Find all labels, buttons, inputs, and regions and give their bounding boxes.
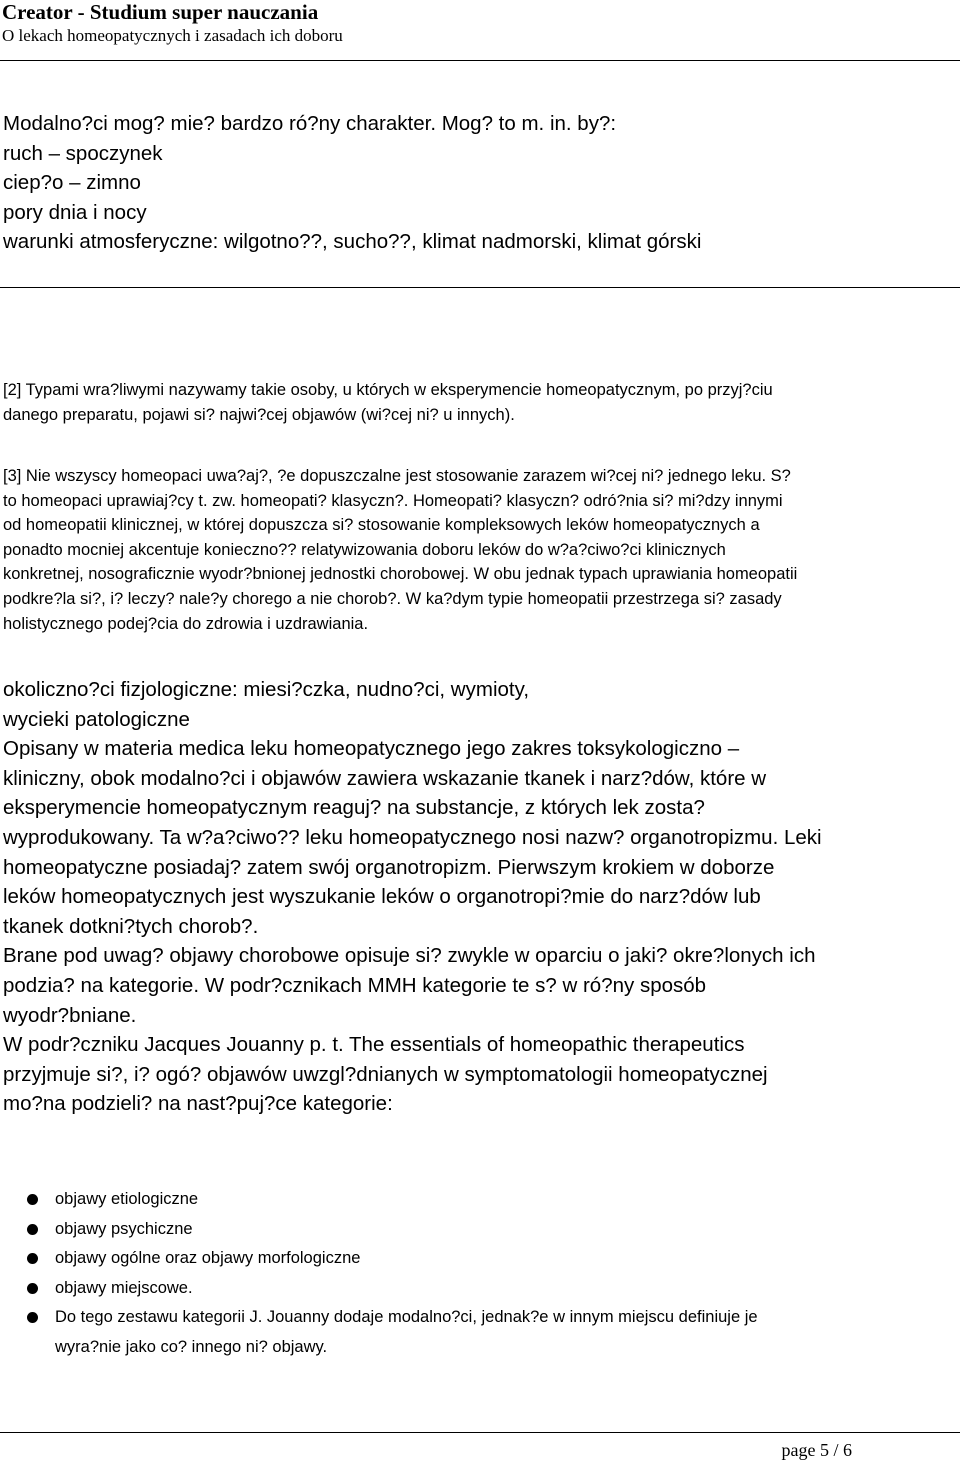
text-line: [3] Nie wszyscy homeopaci uwa?aj?, ?e dopuszczalne jest stosowanie zarazem wi?cej ni? jednego leku. S?: [3, 467, 791, 485]
text-line: przyjmuje si?, i? ogó? objawów uwzgl?dnianych w symptomatologii homeopatycznej: [3, 1062, 768, 1086]
list-item-text: objawy miejscowe.: [55, 1278, 193, 1297]
list-item-text: objawy ogólne oraz objawy morfologiczne: [55, 1249, 361, 1267]
document-title: Creator - Studium super nauczania: [2, 0, 319, 24]
modalities-list: [3, 109, 701, 257]
text-line: holistycznego podej?cia do zdrowia i uzdrawiania.: [3, 614, 369, 633]
text-line: wycieki patologiczne: [3, 707, 190, 731]
text-line: podzia? na kategorie. W podr?cznikach MMH kategorie te s? w ró?ny sposób: [3, 973, 707, 997]
text-line: Modalno?ci mog? mie? bardzo ró?ny charakter. Mog? to m. in. by?:: [3, 112, 617, 135]
document-subtitle: O lekach homeopatycznych i zasadach ich doboru: [2, 26, 343, 45]
text-line: W podr?czniku Jacques Jouanny p. t. The essentials of homeopathic therapeutics: [3, 1033, 745, 1057]
text-line: podkre?la si?, i? leczy? nale?y chorego a nie chorob?. W ka?dym typie homeopatii przestrzega si? zasady: [3, 589, 782, 608]
text-line: ponadto mocniej akcentuje konieczno?? relatywizowania doboru leków do w?a?ciwo?ci klinicznych: [3, 540, 726, 559]
body-text: [3, 675, 822, 1119]
text-line: leków homeopatycznych jest wyszukanie leków o organotropi?mie do narz?dów lub: [3, 885, 761, 909]
text-line: ciep?o – zimno: [3, 171, 141, 194]
text-line: konkretnej, nosograficznie wyodr?bnionej jednostki chorobowej. W obu jednak typach uprawiania homeopatii: [3, 565, 798, 584]
list-item-text: objawy etiologiczne: [55, 1190, 199, 1208]
text-line: pory dnia i nocy: [3, 200, 147, 224]
text-line: danego preparatu, pojawi si? najwi?cej objawów (wi?cej ni? u innych).: [3, 406, 515, 424]
text-line: mo?na podzieli? na nast?puj?ce kategorie:: [3, 1092, 393, 1116]
text-line: Opisany w materia medica leku homeopatycznego jego zakres toksykologiczno –: [3, 737, 740, 761]
text-line: wyprodukowany. Ta w?a?ciwo?? leku homeopatycznego nosi nazw? organotropizmu. Leki: [3, 825, 822, 849]
text-line: Brane pod uwag? objawy chorobowe opisuje si? zwykle w oparciu o jaki? okre?lonych ich: [3, 944, 816, 968]
list-item: [0, 1244, 758, 1274]
bullet-icon: [27, 1253, 38, 1264]
bullet-icon: [27, 1194, 38, 1205]
text-line: od homeopatii klinicznej, w której dopuszcza si? stosowanie kompleksowych leków homeopatycznych a: [3, 516, 760, 535]
text-line: [2] Typami wra?liwymi nazywamy takie osoby, u których w eksperymencie homeopatycznym, po przyj?ciu: [3, 381, 773, 399]
footnote-3: [3, 464, 797, 636]
symptom-categories-list: [0, 1185, 758, 1362]
list-item: [0, 1303, 758, 1362]
bullet-icon: [27, 1283, 38, 1294]
list-item: [0, 1274, 758, 1304]
header-divider: [0, 60, 960, 61]
text-line: warunki atmosferyczne: wilgotno??, sucho??, klimat nadmorski, klimat górski: [3, 230, 702, 253]
text-line: to homeopaci uprawiaj?cy t. zw. homeopati? klasyczn?. Homeopati? klasyczn? odró?nia si? mi?dzy innymi: [3, 491, 783, 510]
text-line: eksperymencie homeopatycznym reaguj? na substancje, z których lek zosta?: [3, 796, 705, 820]
bullet-icon: [27, 1224, 38, 1235]
text-line: okoliczno?ci fizjologiczne: miesi?czka, nudno?ci, wymioty,: [3, 678, 530, 701]
page-header: [2, 0, 343, 47]
list-item-text: objawy psychiczne: [55, 1219, 193, 1238]
list-item: [0, 1185, 758, 1215]
text-line: homeopatyczne posiadaj? zatem swój organotropizm. Pierwszym krokiem w doborze: [3, 855, 775, 879]
page-number: page 5 / 6: [781, 1440, 852, 1460]
list-item-text: wyra?nie jako co? innego ni? objawy.: [55, 1337, 328, 1356]
list-item: [0, 1215, 758, 1245]
footnote-divider: [0, 287, 960, 288]
text-line: wyodr?bniane.: [3, 1003, 137, 1027]
text-line: tkanek dotkni?tych chorob?.: [3, 914, 259, 938]
list-item-text: Do tego zestawu kategorii J. Jouanny dodaje modalno?ci, jednak?e w innym miejscu definiuje je: [55, 1308, 758, 1326]
footnote-2: [3, 378, 773, 428]
text-line: ruch – spoczynek: [3, 141, 163, 165]
text-line: kliniczny, obok modalno?ci i objawów zawiera wskazanie tkanek i narz?dów, które w: [3, 766, 767, 790]
bullet-icon: [27, 1312, 38, 1323]
